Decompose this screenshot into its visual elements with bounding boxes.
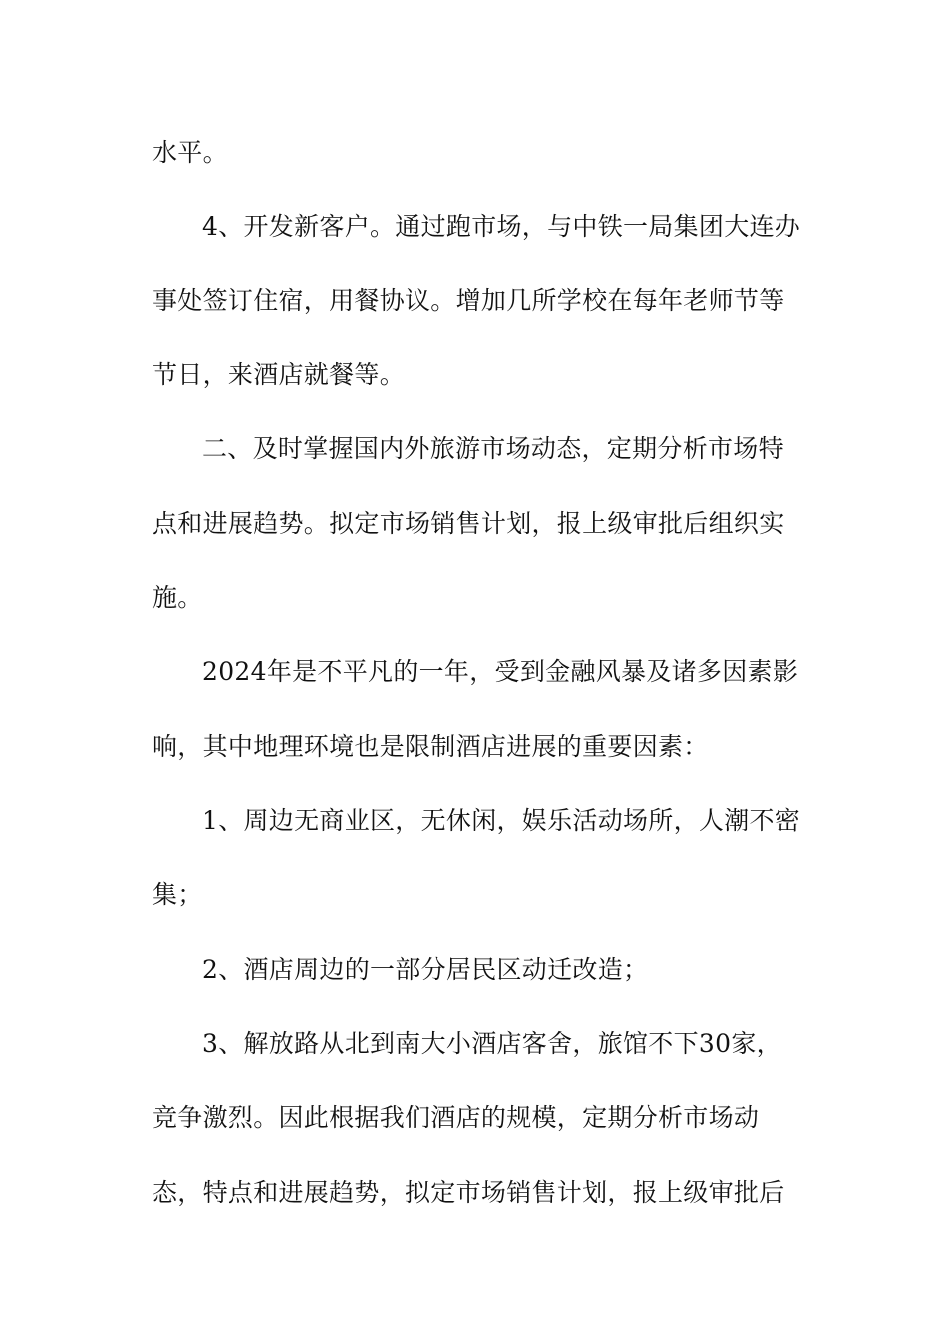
text-line-13: 3、解放路从北到南大小酒店客舍，旅馆不下30家， bbox=[202, 1029, 782, 1058]
text-line-1: 水平。 bbox=[152, 138, 228, 167]
text-line-7: 施。 bbox=[152, 583, 203, 612]
text-line-10: 1、周边无商业区，无休闲，娱乐活动场所，人潮不密 bbox=[202, 806, 801, 835]
text-line-11: 集； bbox=[152, 880, 203, 909]
text-line-14: 竞争激烈。因此根据我们酒店的规模，定期分析市场动 bbox=[152, 1103, 760, 1132]
text-line-15: 态，特点和进展趋势，拟定市场销售计划，报上级审批后 bbox=[152, 1178, 785, 1207]
text-line-12: 2、酒店周边的一部分居民区动迁改造； bbox=[202, 955, 649, 984]
text-line-4: 节日，来酒店就餐等。 bbox=[152, 360, 406, 389]
text-line-5: 二、及时掌握国内外旅游市场动态，定期分析市场特 bbox=[202, 434, 784, 463]
text-line-9: 响，其中地理环境也是限制酒店进展的重要因素： bbox=[152, 732, 709, 761]
text-line-2: 4、开发新客户。通过跑市场，与中铁一局集团大连办 bbox=[202, 212, 801, 241]
text-line-3: 事处签订住宿，用餐协议。增加几所学校在每年老师节等 bbox=[152, 286, 785, 315]
text-line-8: 2024年是不平凡的一年，受到金融风暴及诸多因素影 bbox=[202, 657, 799, 686]
text-line-6: 点和进展趋势。拟定市场销售计划，报上级审批后组织实 bbox=[152, 509, 785, 538]
